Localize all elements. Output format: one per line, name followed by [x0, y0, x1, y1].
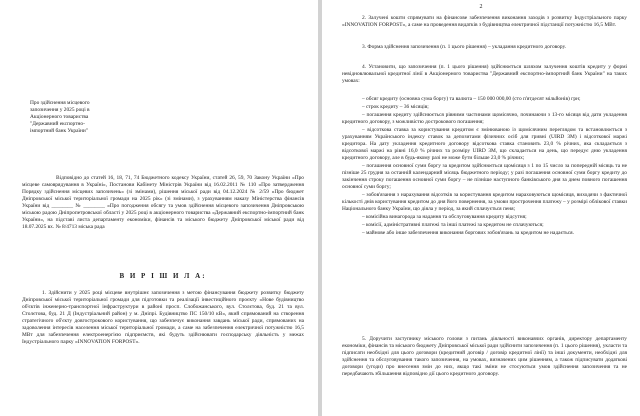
- condition-item: – обсяг кредиту (основна сума боргу) та валюта – 150 000 000,00 (сто п'ятдесят мільйонів) грн;: [362, 96, 581, 102]
- preamble-paragraph: Відповідно до статей 16, 18, 71, 74 Бюджетного кодексу України, статей 26, 59, 70 Закону України «Про місцеве самоврядування в Україні», Постанови Кабінету Міністрів України від 16.02.2011 № 110 «Про затвердження Порядку здійснення місцевих запозичень» (зі змінами), рішення міської ради від 04.12.2024 № 2/59 «Про бюджет Дніпровської міської територіальної громади на 2025 рік» (зі змінами), з урахуванням наказу Міністерства фінансів України від ________ № ________ «Про погодження обсягу та умов здійснення місцевого запозичення Дніпровською міською радою Дніпропетровської області у 2025 році в акціонерного товариства «Державний експортно-імпортний банк України», на підставі листа департаменту економіки, фінансів та міського бюджету Дніпровської міської ради від 18.07.2025 вх. № 8/4713 міська рада: [22, 175, 304, 230]
- item-1-paragraph: 1. Здійснити у 2025 році місцеве внутрішнє запозичення з метою фінансування бюджету розвитку бюджету Дніпровської міської територіальної громади для підготовки та реалізації інвестиційного проєкту «Нове будівництво об'єктів інженерно-транспортної інфраструктури в районі просп. Слобожанського, вул. Столєтова, буд. 21 та вул. Столєтова, буд. 21 Д (Індустріальний район) у м. Дніпрі. Будівництво ПС 150/10 кВ», який спрямований на створення стратегічного об'єкту довгострокового користування, що забезпечує виконання завдань міської ради, спрямованих на задоволення інтересів населення міської територіальної громади, а саме на забезпечення електричної потужністю 16,5 МВт для забезпечення електроенергією підприємств, які будуть здійснювати господарську діяльність у межах Індустріального парку «INNOVATION FORPOST».: [22, 290, 304, 345]
- item-4-conditions-list: [342, 96, 627, 238]
- condition-item: – відсоткова ставка за користування кредитом є змінюваною із щомісячним переглядом та встановлюється з урахуванням Українського індексу ставок за депозитами фізичних осіб для гривні (UIRD 3M) і відсоткової маржі кредитора. На дату укладення кредитного договору відсоткова ставка становить 23,0 % річних, яка складається з відсоткової маржі на рівні 16,0 % річних та розміру UIRD 3M, що складається на день, що передує дню укладення кредитного договору, але в будь-якому разі не може бути більше 23,0 % річних;: [342, 127, 627, 161]
- condition-item: – зобов'язання з нарахування відсотків за користування кредитом нараховуються щомісяця, виходячи з фактичної кількості днів користування кредитом до дня його повернення, за умови прострочення платежу – у розмірі облікової ставки Національного банку України, що діяла у період, за який сплачується пеня;: [342, 192, 627, 212]
- item-3-paragraph: 3. Форма здійснення запозичення (п. 1 цього рішення) – укладання кредитного договору.: [362, 44, 566, 50]
- condition-item: – комісії, адміністративні платежі та інші платежі за кредитом не сплачуються;: [362, 222, 544, 228]
- decision-title-line: "Державний експортно-: [30, 121, 85, 127]
- item-2-paragraph: 2. Залучені кошти спрямувати на фінансове забезпечення виконання заходів з розвитку Індустріального парку «INNOVATION FORPOST», а саме на проведення видатків з будівництва електричної підстанції потужністю 16,5 МВт.: [342, 15, 627, 28]
- condition-item: – майнове або інше забезпечення виконання боргових зобов'язань за кредитом не надається.: [362, 230, 574, 236]
- condition-item: – погашення основної суми боргу за кредитом здійснюється щомісяця з 1 по 15 число за попередній місяць та не пізніше 25 грудня за останній календарний місяць бюджетного періоду; у разі погашення основної суми боргу кредиту до закінчення строку погашення основної суми боргу – не пізніше наступного банківського дня за днем повного погашення основної суми боргу;: [342, 163, 627, 190]
- document-page-right: [322, 0, 640, 416]
- page-number: 2: [479, 4, 483, 10]
- item-4-intro: 4. Установити, що запозичення (п. 1 цього рішення) здійснюється шляхом залучення коштів кредиту у формі невідновлювальної кредитної лінії в Акціонерного товариства "Державний експортно-імпортний банк України" на таких умовах:: [342, 64, 627, 84]
- decision-title-block: [30, 100, 160, 135]
- condition-item: – строк кредиту – 36 місяців;: [362, 104, 429, 110]
- condition-item: – комісійна винагорода за надання та обслуговування кредиту відсутня;: [362, 214, 527, 220]
- decision-title-line: Акціонерного товариства: [30, 114, 89, 120]
- item-5-paragraph: 5. Доручити заступнику міського голови з питань діяльності виконавчих органів, директору департаменту економіки, фінансів та міського бюджету Дніпровської міської ради здійснити запозичення (п. 1 цього рішення), укласти та підписати необхідні для цього договори (кредитний договір / договір кредитної лінії) та інші документи, необхідні для здійснення та обслуговування такого запозичення, на умовах, визначених цим рішенням, а також підписувати додаткові договори (угоди) про внесення змін до них, якщо такі зміни не стосуються умов здійснення запозичення та не передбачають збільшення відповідно дії цього кредитного договору.: [342, 336, 627, 377]
- decision-title-line: запозичення у 2025 році в: [30, 107, 90, 113]
- document-page-left: [0, 0, 318, 416]
- condition-item: – погашення кредиту здійснюється рівними частинами щомісячно, починаючи з 13-го місяця від дати укладення кредитного договору, з можливістю дострокового погашення;: [342, 112, 627, 125]
- resolved-heading: В И Р І Ш И Л А:: [119, 272, 207, 280]
- decision-title-line: імпортний банк України": [30, 128, 88, 134]
- decision-title-line: Про здійснення місцевого: [30, 100, 90, 106]
